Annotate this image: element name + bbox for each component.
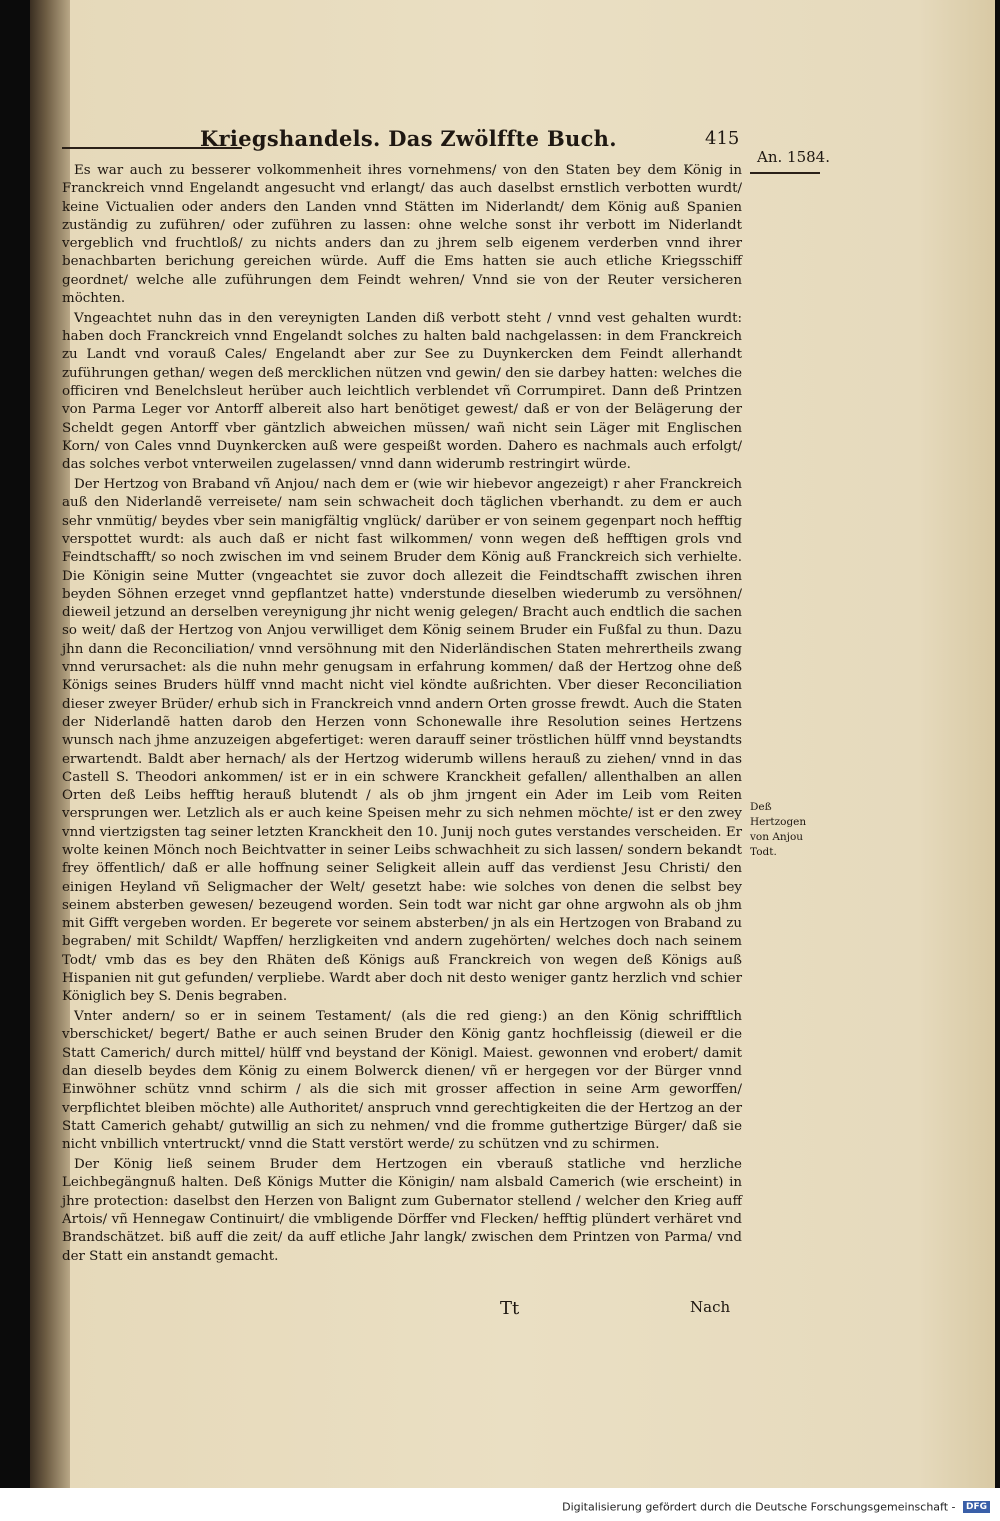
year-rule bbox=[750, 172, 820, 174]
paragraph: Der Hertzog von Braband vñ Anjou/ nach dem er (wie wir hiebevor angezeigt) r aher Franckreich auß den Niderlandẽ verreisete/ nam sein schwacheit doch täglichen vberhandt. zu dem er auch sehr vnmütig/ beydes vber sein manigfältig vnglück/ darüber er von seinem gegenpart noch hefftig verspottet wurdt: als auch daß er nicht fast wilkommen/ vonn wegen deß hefftigen grols vnd Feindtschafft/ so noch zwischen im vnd seinem Bruder dem König auß Franckreich sich verhielte. Die Königin seine Mutter (vngeachtet sie zuvor doch allezeit die Feindtschafft zwischen ihren beyden Söhnen erzeget vnnd gepflantzet hatte) vnderstunde dieselben wiederumb zu versöhnen/ dieweil jetzund an derselben vereynigung jhr nicht wenig gelegen/ Bracht auch endtlich die sachen so weit/ daß der Hertzog von Anjou verwilliget dem König seinem Bruder ein Fußfal zu thun. Dazu jhn dann die Reconciliation/ vnnd versöhnung mit den Niderländischen Staten mehrertheils zwang vnnd verursachet: als die nuhn mehr genugsam in erfahrung kommen/ daß der Hertzog ohne deß Königs seines Bruders hülff vnnd macht nicht viel köndte außrichten. Vber dieser Reconciliation dieser zweyer Brüder/ erhub sich in Franckreich vnnd andern Orten grosse frewdt. Auch die Staten der Niderlandẽ hatten darob den Herzen vonn Schonewalle ihre Resolution seines Hertzens wunsch nach jhme anzuzeigen abgefertiget: weren darauff seiner tröstlichen hülff vnnd beystandts erwartendt. Baldt aber hernach/ als der Hertzog widerumb willens herauß zu ziehen/ vnnd in das Castell S. Theodori ankommen/ ist er in ein schwere Kranckheit gefallen/ allenthalben an allen Orten deß Leibs hefftig herauß blutendt / als ob jhm jrngent ein Ader im Leib vom Reiten versprungen wer. Letzlich als er auch keine Speisen mehr zu sich nehmen möchte/ ist er den zwey vnnd viertzigsten tag seiner letzten Kranckheit den 10. Junij noch gutes verstandes verscheiden. Er wolte keinen Mönch noch Beichtvatter in seiner Leibs schwachheit zu sich lassen/ sondern bekandt frey öffentlich/ daß er alle hoffnung seiner Seligkeit allein auff das verdienst Jesu Christi/ den einigen Heyland vñ Seligmacher der Welt/ gesetzt habe: wie solches von denen die selbst bey seinem absterben gewesen/ bezeugend worden. Sein todt war nicht gar ohne argwohn als ob jhm mit Gifft vergeben worden. Er begerete vor seinem absterben/ jn als ein Hertzogen von Braband zu begraben/ mit Schildt/ Wapffen/ herzligkeiten vnd andern zugehörten/ welches doch nach seinem Todt/ vmb das es bey den Rhäten deß Königs auß Franckreich von wegen deß Königs auß Hispanien nit gut gefunden/ verpliebe. Wardt aber doch nit desto weniger gantz herzlich vnd schier Königlich bey S. Denis begraben. bbox=[62, 477, 742, 1005]
funding-credit-text: Digitalisierung gefördert durch die Deutsche Forschungsgemeinschaft - bbox=[562, 1500, 956, 1514]
paragraph: Der König ließ seinem Bruder dem Hertzogen ein vberauß statliche vnd herzliche Leichbegängnuß halten. Deß Königs Mutter die Königin/ nam alsbald Camerich (wie erscheint) in jhre protection: daselbst den Herzen von Balignt zum Gubernator stellend / welcher den Krieg auff Artois/ vñ Hennegaw Continuirt/ die vmbligende Dörffer vnd Flecken/ hefftig plündert verhäret vnd Brandschätzet. biß auff die zeit/ da auff etliche Jahr langk/ zwischen dem Printzen von Parma/ vnd der Statt ein anstandt gemacht. bbox=[62, 1157, 742, 1264]
funding-credit bbox=[562, 1500, 990, 1514]
marginal-note: Deß Hertzogen von Anjou Todt. bbox=[750, 801, 807, 858]
main-text bbox=[62, 162, 742, 1266]
paragraph: Vnter andern/ so er in seinem Testament/ (als die red gieng:) an den König schrifftlich vberschicket/ begert/ Bathe er auch seinen Bruder den König gantz hochfleissig (dieweil er die Statt Camerich/ durch mittel/ hülff vnd beystand der Königl. Maiest. gewonnen vnd erobert/ damit dan dieselb beydes dem König zu einem Bolwerck dienen/ vñ er hergegen vor der Bürger vnnd Einwöhner schütz vnnd schirm / als die sich mit grosser affection in seine Arm geworffen/ verpflichtet bleiben möchte) alle Authoritet/ anspruch vnnd gerechtigkeiten die der Hertzog an der Statt Camerich gehabt/ gutwillig an sich zu nehmen/ vnd die fromme guthertzige Bürger/ daß sie nicht vnbillich vntertruckt/ vnnd die Statt verstört werde/ zu schützen vnd zu schirmen. bbox=[62, 1009, 742, 1153]
paragraph: Es war auch zu besserer volkommenheit ihres vornehmens/ von den Staten bey dem König in Franckreich vnnd Engelandt angesucht vnd erlangt/ das auch daselbst ernstlich verbotten wurdt/ keine Victualien oder anders den Landen vnnd Stätten im Niderlandt/ dem König auß Spanien zuständig zu zuführen/ oder zuführen zu lassen: ohne welche sonst ihr verbott im Niderlandt vergeblich vnd fruchtloß/ zu nichts anders dan zu jhrem selb eigenem verderben vnnd ihrer benachbarten berichung gereichen würde. Auff die Ems hatten sie auch etliche Kriegsschiff geordnet/ welche alle zuführungen dem Feindt wehren/ Vnnd sie von der Reuter versicheren möchten. bbox=[62, 163, 742, 307]
paragraph: Vngeachtet nuhn das in den vereynigten Landen diß verbott steht / vnnd vest gehalten wurdt: haben doch Franckreich vnnd Engelandt solches zu halten bald nachgelassen: in dem Franckreich zu Landt vnd vorauß Cales/ Engelandt aber zur See zu Duynkercken dem Feindt allerhandt zuführungen gethan/ wegen deß mercklichen nützen vnd gewin/ den sie darbey hatten: welches die officiren vnd Benelchsleut herüber auch leichtlich verblendet vñ Corrumpiret. Dann deß Printzen von Parma Leger vor Antorff albereit also hart benötiget gewest/ daß er von der Belägerung der Scheldt gegen Antorff vber gäntzlich abweichen müssen/ wañ nicht sein Läger mit Englischen Korn/ von Cales vnnd Duynkercken auß were gespeißt worden. Dahero es nachmals auch erfolgt/ das solches verbot vnterweilen zugelassen/ vnnd dann widerumb restringirt würde. bbox=[62, 310, 742, 473]
dfg-logo: DFG bbox=[963, 1501, 990, 1513]
running-title: Kriegshandels. Das Zwölffte Buch. bbox=[200, 126, 617, 151]
signature-mark: Tt bbox=[500, 1298, 520, 1319]
folio-number: 415 bbox=[705, 128, 740, 149]
year-marginal: An. 1584. bbox=[757, 148, 830, 166]
catchword: Nach bbox=[690, 1298, 731, 1316]
